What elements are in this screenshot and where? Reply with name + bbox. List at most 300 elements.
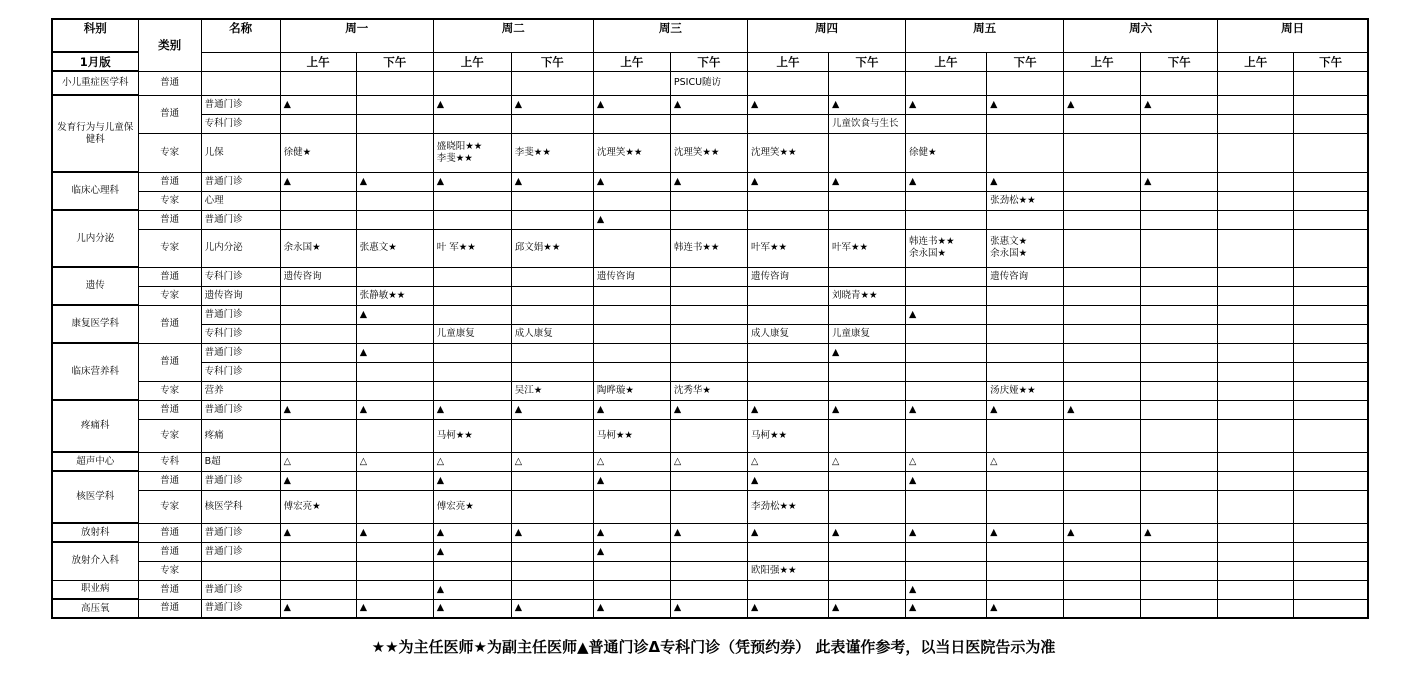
schedule-cell: ▲	[433, 542, 511, 561]
schedule-cell: △	[433, 452, 511, 471]
schedule-cell	[1294, 471, 1368, 490]
schedule-cell	[828, 561, 905, 580]
schedule-cell	[1141, 286, 1218, 305]
schedule-cell	[511, 362, 593, 381]
schedule-cell	[1064, 381, 1141, 400]
schedule-cell: △	[356, 452, 433, 471]
schedule-cell	[1141, 400, 1218, 419]
schedule-cell	[670, 286, 747, 305]
schedule-cell: ▲	[828, 172, 905, 191]
schedule-cell: △	[511, 452, 593, 471]
schedule-cell: ▲	[1064, 95, 1141, 114]
header-day-tue: 周二	[433, 19, 593, 52]
schedule-cell	[280, 210, 356, 229]
table-row	[52, 343, 1368, 362]
header-am: 上午	[1218, 52, 1294, 71]
table-row	[52, 362, 1368, 381]
clinic-type-cell: 专家	[138, 419, 201, 452]
schedule-cell: ▲	[433, 599, 511, 618]
schedule-cell: ▲	[511, 400, 593, 419]
schedule-cell: △	[593, 452, 670, 471]
schedule-cell	[987, 580, 1064, 599]
schedule-cell: ▲	[987, 95, 1064, 114]
schedule-cell	[511, 286, 593, 305]
schedule-cell	[356, 561, 433, 580]
schedule-cell: ▲	[747, 400, 828, 419]
schedule-cell	[511, 343, 593, 362]
schedule-cell: 成人康复	[511, 324, 593, 343]
department-cell: 康复医学科	[52, 305, 138, 343]
schedule-cell: ▲	[511, 95, 593, 114]
schedule-cell: 张惠文★	[356, 229, 433, 267]
schedule-cell	[1141, 114, 1218, 133]
department-cell: 儿内分泌	[52, 210, 138, 267]
schedule-cell-line: 盛晓阳★★	[436, 140, 483, 152]
header-pm: 下午	[1141, 52, 1218, 71]
schedule-cell	[356, 580, 433, 599]
department-cell: 放射介入科	[52, 542, 138, 580]
clinic-type-cell: 专家	[138, 381, 201, 400]
clinic-name-cell: 核医学科	[201, 490, 280, 523]
schedule-cell	[987, 305, 1064, 324]
table-header	[52, 19, 1368, 71]
header-name-blank	[201, 52, 280, 71]
schedule-cell	[1141, 191, 1218, 210]
schedule-cell	[1141, 324, 1218, 343]
schedule-cell	[906, 229, 987, 267]
clinic-type-cell: 普通	[138, 523, 201, 542]
schedule-cell	[356, 114, 433, 133]
clinic-type-cell: 普通	[138, 580, 201, 599]
schedule-cell	[747, 580, 828, 599]
schedule-cell: ▲	[356, 172, 433, 191]
schedule-cell	[593, 229, 670, 267]
schedule-cell	[1064, 305, 1141, 324]
schedule-cell	[593, 362, 670, 381]
schedule-cell	[906, 381, 987, 400]
schedule-cell	[670, 580, 747, 599]
schedule-cell	[1294, 542, 1368, 561]
schedule-cell	[1294, 172, 1368, 191]
schedule-cell	[1294, 286, 1368, 305]
schedule-cell: ▲	[747, 172, 828, 191]
schedule-cell	[433, 362, 511, 381]
schedule-cell: ▲	[593, 210, 670, 229]
clinic-type-cell: 普通	[138, 95, 201, 133]
schedule-cell	[1141, 580, 1218, 599]
clinic-name-cell: 普通门诊	[201, 172, 280, 191]
header-am: 上午	[747, 52, 828, 71]
schedule-cell	[433, 267, 511, 286]
clinic-type-cell: 普通	[138, 305, 201, 343]
schedule-cell	[670, 324, 747, 343]
schedule-cell: ▲	[593, 599, 670, 618]
schedule-cell	[593, 490, 670, 523]
header-am: 上午	[280, 52, 356, 71]
schedule-cell	[1064, 542, 1141, 561]
schedule-cell: 沈理笑★★	[747, 133, 828, 172]
clinic-name-cell	[201, 71, 280, 95]
table-row	[52, 229, 1368, 267]
header-am: 上午	[433, 52, 511, 71]
schedule-cell	[1064, 191, 1141, 210]
schedule-cell	[356, 419, 433, 452]
schedule-cell: ▲	[280, 400, 356, 419]
schedule-cell: ▲	[593, 471, 670, 490]
schedule-cell	[1064, 324, 1141, 343]
schedule-cell: ▲	[1141, 95, 1218, 114]
table-row	[52, 133, 1368, 172]
clinic-name-cell: 普通门诊	[201, 210, 280, 229]
schedule-cell	[433, 191, 511, 210]
schedule-cell: ▲	[1064, 523, 1141, 542]
schedule-cell	[511, 114, 593, 133]
schedule-cell	[906, 114, 987, 133]
schedule-cell	[828, 267, 905, 286]
clinic-name-cell: 遗传咨询	[201, 286, 280, 305]
schedule-cell: 傅宏亮★	[433, 490, 511, 523]
schedule-cell: 徐健★	[906, 133, 987, 172]
schedule-cell: PSICU随访	[670, 71, 747, 95]
schedule-cell	[828, 133, 905, 172]
schedule-cell	[1141, 452, 1218, 471]
schedule-cell	[1294, 599, 1368, 618]
schedule-cell	[828, 490, 905, 523]
schedule-cell: 儿童饮食与生长	[828, 114, 905, 133]
schedule-cell: ▲	[670, 400, 747, 419]
schedule-cell	[356, 324, 433, 343]
schedule-cell-line: 李斐★★	[436, 152, 473, 164]
schedule-cell: △	[280, 452, 356, 471]
schedule-cell	[1218, 324, 1294, 343]
schedule-cell	[747, 542, 828, 561]
schedule-cell	[670, 419, 747, 452]
schedule-cell	[1294, 452, 1368, 471]
schedule-cell: ▲	[1064, 400, 1141, 419]
schedule-cell	[280, 71, 356, 95]
schedule-cell: ▲	[828, 599, 905, 618]
schedule-cell	[280, 191, 356, 210]
header-pm: 下午	[670, 52, 747, 71]
schedule-cell	[593, 324, 670, 343]
department-cell: 临床营养科	[52, 343, 138, 400]
schedule-cell: ▲	[906, 400, 987, 419]
schedule-cell: 李斐★★	[511, 133, 593, 172]
clinic-type-cell: 普通	[138, 542, 201, 561]
schedule-cell: ▲	[828, 400, 905, 419]
schedule-cell	[747, 362, 828, 381]
schedule-cell	[1294, 580, 1368, 599]
schedule-cell	[1218, 452, 1294, 471]
clinic-name-cell: 儿内分泌	[201, 229, 280, 267]
header-pm: 下午	[1294, 52, 1368, 71]
schedule-cell: 遗传咨询	[747, 267, 828, 286]
schedule-cell: ▲	[747, 599, 828, 618]
department-cell: 疼痛科	[52, 400, 138, 452]
schedule-cell	[511, 305, 593, 324]
schedule-cell: ▲	[511, 599, 593, 618]
schedule-cell	[906, 191, 987, 210]
schedule-cell	[593, 114, 670, 133]
table-row	[52, 580, 1368, 599]
schedule-cell	[747, 305, 828, 324]
schedule-cell: △	[747, 452, 828, 471]
schedule-cell	[593, 561, 670, 580]
schedule-cell	[670, 267, 747, 286]
schedule-cell	[511, 210, 593, 229]
schedule-cell	[1218, 471, 1294, 490]
clinic-name-cell: B超	[201, 452, 280, 471]
schedule-cell	[280, 362, 356, 381]
clinic-name-cell: 营养	[201, 381, 280, 400]
schedule-cell: ▲	[356, 599, 433, 618]
schedule-cell: ▲	[593, 542, 670, 561]
schedule-cell	[987, 343, 1064, 362]
schedule-cell	[1141, 419, 1218, 452]
schedule-cell	[670, 362, 747, 381]
schedule-cell	[511, 561, 593, 580]
table-row	[52, 419, 1368, 452]
schedule-cell	[433, 71, 511, 95]
table-body	[52, 71, 1368, 618]
department-cell: 临床心理科	[52, 172, 138, 210]
schedule-cell	[1141, 490, 1218, 523]
table-row	[52, 523, 1368, 542]
clinic-type-cell: 专家	[138, 561, 201, 580]
schedule-cell	[280, 419, 356, 452]
schedule-cell	[280, 114, 356, 133]
schedule-cell	[433, 561, 511, 580]
schedule-cell	[1141, 542, 1218, 561]
schedule-cell	[670, 114, 747, 133]
schedule-cell: 吴江★	[511, 381, 593, 400]
schedule-cell	[280, 580, 356, 599]
schedule-cell	[1141, 71, 1218, 95]
schedule-cell: △	[987, 452, 1064, 471]
schedule-cell	[1218, 133, 1294, 172]
schedule-cell	[906, 210, 987, 229]
clinic-type-cell: 普通	[138, 71, 201, 95]
schedule-cell	[1218, 114, 1294, 133]
header-row-days	[52, 19, 1368, 52]
schedule-cell	[670, 561, 747, 580]
schedule-cell	[1064, 133, 1141, 172]
schedule-cell	[280, 561, 356, 580]
clinic-name-cell: 普通门诊	[201, 343, 280, 362]
schedule-cell: ▲	[828, 523, 905, 542]
schedule-cell: ▲	[1141, 523, 1218, 542]
schedule-cell: 叶军★★	[828, 229, 905, 267]
schedule-cell	[906, 362, 987, 381]
schedule-cell	[280, 542, 356, 561]
schedule-cell: ▲	[433, 523, 511, 542]
clinic-name-cell	[201, 561, 280, 580]
schedule-cell	[1218, 95, 1294, 114]
schedule-cell	[593, 286, 670, 305]
schedule-cell	[356, 267, 433, 286]
schedule-cell: ▲	[906, 471, 987, 490]
table-row	[52, 452, 1368, 471]
schedule-cell	[1294, 400, 1368, 419]
schedule-cell: △	[828, 452, 905, 471]
schedule-cell: ▲	[280, 599, 356, 618]
schedule-cell	[1218, 523, 1294, 542]
schedule-cell: 张静敏★★	[356, 286, 433, 305]
clinic-name-cell: 心理	[201, 191, 280, 210]
header-day-thu: 周四	[747, 19, 905, 52]
schedule-cell	[511, 580, 593, 599]
schedule-cell: ▲	[670, 95, 747, 114]
schedule-cell: 欧阳强★★	[747, 561, 828, 580]
schedule-cell	[511, 419, 593, 452]
schedule-cell	[906, 324, 987, 343]
schedule-cell	[593, 343, 670, 362]
schedule-cell: ▲	[593, 95, 670, 114]
schedule-cell: 儿童康复	[433, 324, 511, 343]
schedule-cell	[1064, 599, 1141, 618]
schedule-cell	[1141, 267, 1218, 286]
clinic-type-cell: 普通	[138, 267, 201, 286]
schedule-cell: 汤庆娅★★	[987, 381, 1064, 400]
schedule-cell	[1064, 471, 1141, 490]
schedule-cell	[356, 71, 433, 95]
schedule-cell	[906, 267, 987, 286]
schedule-cell: ▲	[747, 471, 828, 490]
schedule-cell	[1064, 419, 1141, 452]
schedule-cell	[670, 471, 747, 490]
clinic-name-cell: 儿保	[201, 133, 280, 172]
schedule-cell: 张劲松★★	[987, 191, 1064, 210]
clinic-name-cell: 专科门诊	[201, 114, 280, 133]
schedule-cell	[1141, 305, 1218, 324]
clinic-name-cell: 普通门诊	[201, 580, 280, 599]
schedule-cell: ▲	[987, 172, 1064, 191]
schedule-cell	[987, 210, 1064, 229]
header-pm: 下午	[511, 52, 593, 71]
schedule-cell	[906, 71, 987, 95]
schedule-cell: 遗传咨询	[280, 267, 356, 286]
schedule-cell	[511, 471, 593, 490]
department-cell: 高压氧	[52, 599, 138, 618]
schedule-cell	[987, 286, 1064, 305]
schedule-cell	[1141, 381, 1218, 400]
schedule-cell: ▲	[987, 400, 1064, 419]
department-cell: 超声中心	[52, 452, 138, 471]
schedule-cell: 马柯★★	[747, 419, 828, 452]
schedule-cell	[356, 471, 433, 490]
clinic-name-cell: 普通门诊	[201, 542, 280, 561]
department-cell: 发育行为与儿童保健科	[52, 95, 138, 172]
schedule-cell	[1294, 114, 1368, 133]
schedule-cell	[1064, 580, 1141, 599]
schedule-cell: ▲	[670, 172, 747, 191]
header-day-sat: 周六	[1064, 19, 1218, 52]
schedule-cell: ▲	[356, 400, 433, 419]
schedule-cell	[511, 542, 593, 561]
schedule-cell	[1218, 343, 1294, 362]
schedule-cell	[987, 471, 1064, 490]
clinic-name-cell: 普通门诊	[201, 95, 280, 114]
schedule-cell: 徐健★	[280, 133, 356, 172]
schedule-cell: ▲	[670, 599, 747, 618]
schedule-cell	[670, 210, 747, 229]
schedule-cell	[433, 286, 511, 305]
schedule-cell	[670, 490, 747, 523]
schedule-cell	[828, 191, 905, 210]
schedule-cell	[1141, 471, 1218, 490]
schedule-cell	[1294, 71, 1368, 95]
schedule-cell	[906, 561, 987, 580]
schedule-cell: ▲	[511, 172, 593, 191]
table-row	[52, 172, 1368, 191]
schedule-cell	[356, 490, 433, 523]
table-row	[52, 561, 1368, 580]
schedule-cell	[433, 114, 511, 133]
schedule-cell	[747, 191, 828, 210]
schedule-cell	[906, 419, 987, 452]
schedule-cell	[280, 343, 356, 362]
header-type: 类别	[138, 19, 201, 71]
schedule-cell	[1294, 267, 1368, 286]
schedule-cell	[987, 114, 1064, 133]
schedule-cell	[1064, 229, 1141, 267]
schedule-cell	[1141, 561, 1218, 580]
header-day-fri: 周五	[906, 19, 1064, 52]
schedule-cell	[356, 381, 433, 400]
schedule-cell	[433, 381, 511, 400]
schedule-cell: ▲	[280, 471, 356, 490]
schedule-cell	[1218, 580, 1294, 599]
schedule-cell	[670, 191, 747, 210]
table-row	[52, 542, 1368, 561]
table-row	[52, 191, 1368, 210]
schedule-cell: ▲	[906, 599, 987, 618]
schedule-cell	[1294, 324, 1368, 343]
clinic-type-cell: 专家	[138, 229, 201, 267]
schedule-cell	[747, 286, 828, 305]
schedule-cell: ▲	[1141, 172, 1218, 191]
schedule-cell: 余永国★	[280, 229, 356, 267]
schedule-cell	[280, 381, 356, 400]
schedule-cell: ▲	[280, 172, 356, 191]
schedule-cell-line: 张惠文★	[990, 236, 1028, 247]
schedule-cell: ▲	[987, 523, 1064, 542]
schedule-cell	[511, 267, 593, 286]
schedule-cell	[1218, 490, 1294, 523]
schedule-cell	[1064, 210, 1141, 229]
schedule-cell	[1294, 419, 1368, 452]
schedule-cell: ▲	[433, 95, 511, 114]
schedule-cell	[987, 133, 1064, 172]
header-day-sun: 周日	[1218, 19, 1368, 52]
table-row	[52, 400, 1368, 419]
schedule-cell: ▲	[280, 523, 356, 542]
schedule-cell	[1218, 191, 1294, 210]
schedule-cell	[1218, 210, 1294, 229]
clinic-name-cell: 普通门诊	[201, 305, 280, 324]
schedule-cell	[906, 286, 987, 305]
schedule-cell	[1141, 599, 1218, 618]
clinic-type-cell: 专科	[138, 452, 201, 471]
header-pm: 下午	[356, 52, 433, 71]
schedule-cell	[828, 71, 905, 95]
schedule-cell: ▲	[593, 172, 670, 191]
schedule-cell	[356, 210, 433, 229]
clinic-type-cell: 普通	[138, 471, 201, 490]
schedule-cell	[1218, 599, 1294, 618]
schedule-cell	[593, 71, 670, 95]
schedule-cell: ▲	[906, 95, 987, 114]
